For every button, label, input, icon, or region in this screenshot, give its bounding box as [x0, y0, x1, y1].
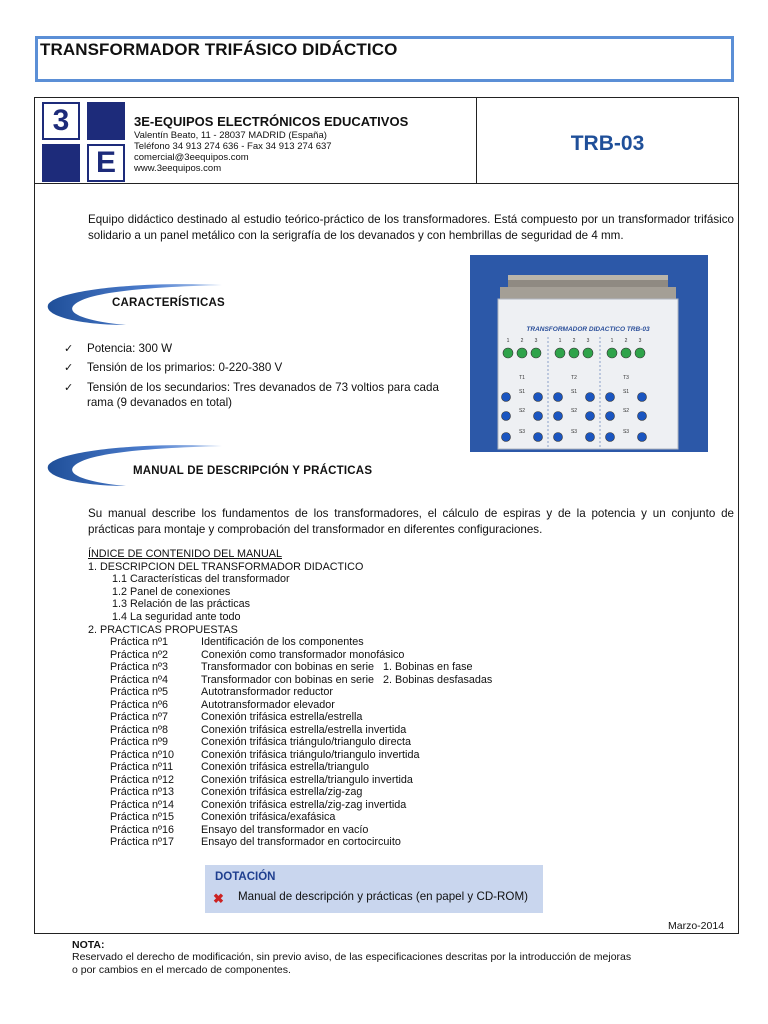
practica-number: Práctica nº3: [110, 661, 168, 673]
connector-jack: [534, 393, 543, 402]
connector-jack: [586, 393, 595, 402]
practica-number: Práctica nº11: [110, 761, 174, 773]
connector-jack: [607, 348, 617, 358]
connector-jack: [638, 433, 647, 442]
connector-jack: [583, 348, 593, 358]
nota-heading: NOTA:: [72, 939, 105, 951]
panel-text: S2: [622, 408, 630, 414]
panel-text: 1: [558, 338, 562, 344]
connector-jack: [638, 393, 647, 402]
connector-jack: [534, 412, 543, 421]
practica-number: Práctica nº4: [110, 673, 168, 686]
practica-number: Práctica nº10: [110, 748, 174, 761]
bullet-item: ✓ Tensión de los primarios: 0-220-380 V: [64, 361, 283, 374]
caracteristicas-heading: CARACTERÍSTICAS: [112, 297, 225, 309]
practica-description: Ensayo del transformador en vacío: [201, 823, 369, 836]
model-code: TRB-03: [570, 132, 645, 155]
connector-jack: [554, 393, 563, 402]
panel-label: TRANSFORMADOR DIDACTICO TRB-03: [526, 326, 650, 333]
product-photo: [470, 255, 708, 452]
panel-text: S2: [518, 408, 526, 414]
practica-number: Práctica nº8: [110, 723, 168, 736]
practica-description: Transformador con bobinas en serie 2. Bobinas desfasadas: [201, 673, 493, 686]
connector-jack: [534, 433, 543, 442]
check-icon: ✓: [64, 362, 74, 374]
practica-number: Práctica nº2: [110, 648, 168, 661]
practica-number: Práctica nº9: [110, 736, 168, 748]
nota-line: Reservado el derecho de modificación, sin previo aviso, de las especificaciones descritas por la introducción de mejoras: [72, 951, 632, 963]
practica-description: Conexión trifásica triángulo/triangulo invertida: [201, 748, 420, 761]
index-item: 1.4 La seguridad ante todo: [112, 611, 241, 623]
panel-text: 2: [520, 338, 524, 344]
document-title: TRANSFORMADOR TRIFÁSICO DIDÁCTICO: [40, 40, 398, 59]
panel-text: S1: [622, 389, 630, 395]
index-section-2: 2. PRACTICAS PROPUESTAS: [88, 624, 238, 636]
connector-jack: [554, 412, 563, 421]
practica-description: Autotransformador elevador: [201, 698, 335, 711]
connector-jack: [502, 393, 511, 402]
intro-paragraph: Equipo didáctico destinado al estudio teórico-práctico de los transformadores. Está compuesto por un transformador trifásico solidario a un panel metálico con la serigrafía de los devanados y con hembrillas de seguridad de 4 mm.: [88, 213, 734, 242]
company-address: Valentín Beato, 11 - 28037 MADRID (España): [134, 130, 327, 141]
dotacion-heading: DOTACIÓN: [215, 871, 276, 883]
practica-description: Conexión trifásica triángulo/triangulo directa: [201, 736, 412, 748]
check-icon: ✓: [64, 382, 74, 394]
logo-blue-tile: [42, 144, 80, 182]
connector-jack: [531, 348, 541, 358]
panel-text: S1: [518, 389, 526, 395]
panel-text: S2: [570, 408, 578, 414]
manual-description: Su manual describe los fundamentos de los transformadores, el cálculo de espiras y de la potencia y un conjunto de prácticas para montaje y comprobación del transformador en diferentes configuraciones.: [88, 507, 734, 536]
practica-description: Identificación de los componentes: [201, 636, 364, 648]
connector-jack: [638, 412, 647, 421]
manual-heading: MANUAL DE DESCRIPCIÓN Y PRÁCTICAS: [133, 465, 373, 477]
practica-number: Práctica nº15: [110, 811, 174, 823]
logo-3-tile: 3: [42, 102, 80, 140]
company-web: www.3eequipos.com: [134, 163, 222, 174]
panel-text: 3: [586, 338, 590, 344]
practica-number: Práctica nº16: [110, 823, 174, 836]
practica-description: Transformador con bobinas en serie 1. Bobinas en fase: [201, 661, 473, 673]
check-icon: ✓: [64, 343, 74, 355]
connector-jack: [517, 348, 527, 358]
practica-description: Conexión trifásica estrella/triangulo invertida: [201, 773, 413, 786]
connector-jack: [554, 433, 563, 442]
practica-number: Práctica nº7: [110, 711, 168, 723]
company-email: comercial@3eequipos.com: [134, 152, 249, 163]
panel-text: T1: [519, 375, 525, 381]
index-heading: ÍNDICE DE CONTENIDO DEL MANUAL: [88, 548, 282, 560]
panel-text: S3: [570, 429, 578, 435]
practica-description: Conexión trifásica estrella/zig-zag: [201, 786, 363, 798]
panel-text: S1: [570, 389, 578, 395]
bullet-item: ✓ Tensión de los secundarios: Tres devanados de 73 voltios para cada rama (9 devanados en total): [64, 381, 439, 409]
practica-number: Práctica nº5: [110, 686, 168, 698]
logo-e-tile: E: [87, 144, 125, 182]
panel-text: 3: [638, 338, 642, 344]
practica-description: Conexión trifásica estrella/estrella: [201, 711, 363, 723]
practica-number: Práctica nº17: [110, 836, 174, 848]
practica-number: Práctica nº14: [110, 798, 174, 811]
connector-jack: [635, 348, 645, 358]
practica-number: Práctica nº13: [110, 786, 174, 798]
connector-jack: [606, 393, 615, 402]
panel-text: T2: [571, 375, 577, 381]
practica-description: Conexión trifásica estrella/zig-zag invertida: [201, 798, 407, 811]
index-item: 1.1 Características del transformador: [112, 573, 290, 585]
logo-blue-tile: [87, 102, 125, 140]
practica-number: Práctica nº6: [110, 698, 168, 711]
practica-number: Práctica nº1: [110, 636, 168, 648]
connector-jack: [555, 348, 565, 358]
connector-jack: [569, 348, 579, 358]
panel-text: S3: [622, 429, 630, 435]
index-item: 1.2 Panel de conexiones: [112, 586, 231, 598]
panel-text: 2: [572, 338, 576, 344]
practica-number: Práctica nº12: [110, 773, 174, 786]
index-item: 1.3 Relación de las prácticas: [112, 598, 251, 610]
bullet-item: ✓ Potencia: 300 W: [64, 342, 173, 355]
practica-description: Ensayo del transformador en cortocircuito: [201, 836, 401, 848]
panel-text: T3: [623, 375, 629, 381]
connector-jack: [586, 412, 595, 421]
connector-jack: [621, 348, 631, 358]
connector-jack: [502, 412, 511, 421]
panel-text: 1: [610, 338, 614, 344]
dotacion-item: Manual de descripción y prácticas (en papel y CD-ROM): [238, 890, 528, 903]
nota-line: o por cambios en el mercado de componentes.: [72, 964, 291, 976]
panel-text: S3: [518, 429, 526, 435]
practica-description: Autotransformador reductor: [201, 686, 334, 698]
connector-jack: [503, 348, 513, 358]
panel-text: 2: [624, 338, 628, 344]
company-phone: Teléfono 34 913 274 636 - Fax 34 913 274 637: [134, 141, 332, 152]
practica-description: Conexión como transformador monofásico: [201, 648, 405, 661]
practica-description: Conexión trifásica/exafásica: [201, 811, 336, 823]
company-name: 3E-EQUIPOS ELECTRÓNICOS EDUCATIVOS: [134, 114, 409, 129]
connector-jack: [502, 433, 511, 442]
panel-text: 1: [506, 338, 510, 344]
practica-description: Conexión trifásica estrella/triangulo: [201, 761, 370, 773]
connector-jack: [606, 433, 615, 442]
practica-description: Conexión trifásica estrella/estrella invertida: [201, 723, 407, 736]
cross-icon: ✖: [213, 891, 224, 906]
document-date: Marzo-2014: [668, 920, 725, 932]
panel-text: 3: [534, 338, 538, 344]
connector-jack: [606, 412, 615, 421]
connector-jack: [586, 433, 595, 442]
index-section-1: 1. DESCRIPCION DEL TRANSFORMADOR DIDACTICO: [88, 561, 364, 573]
